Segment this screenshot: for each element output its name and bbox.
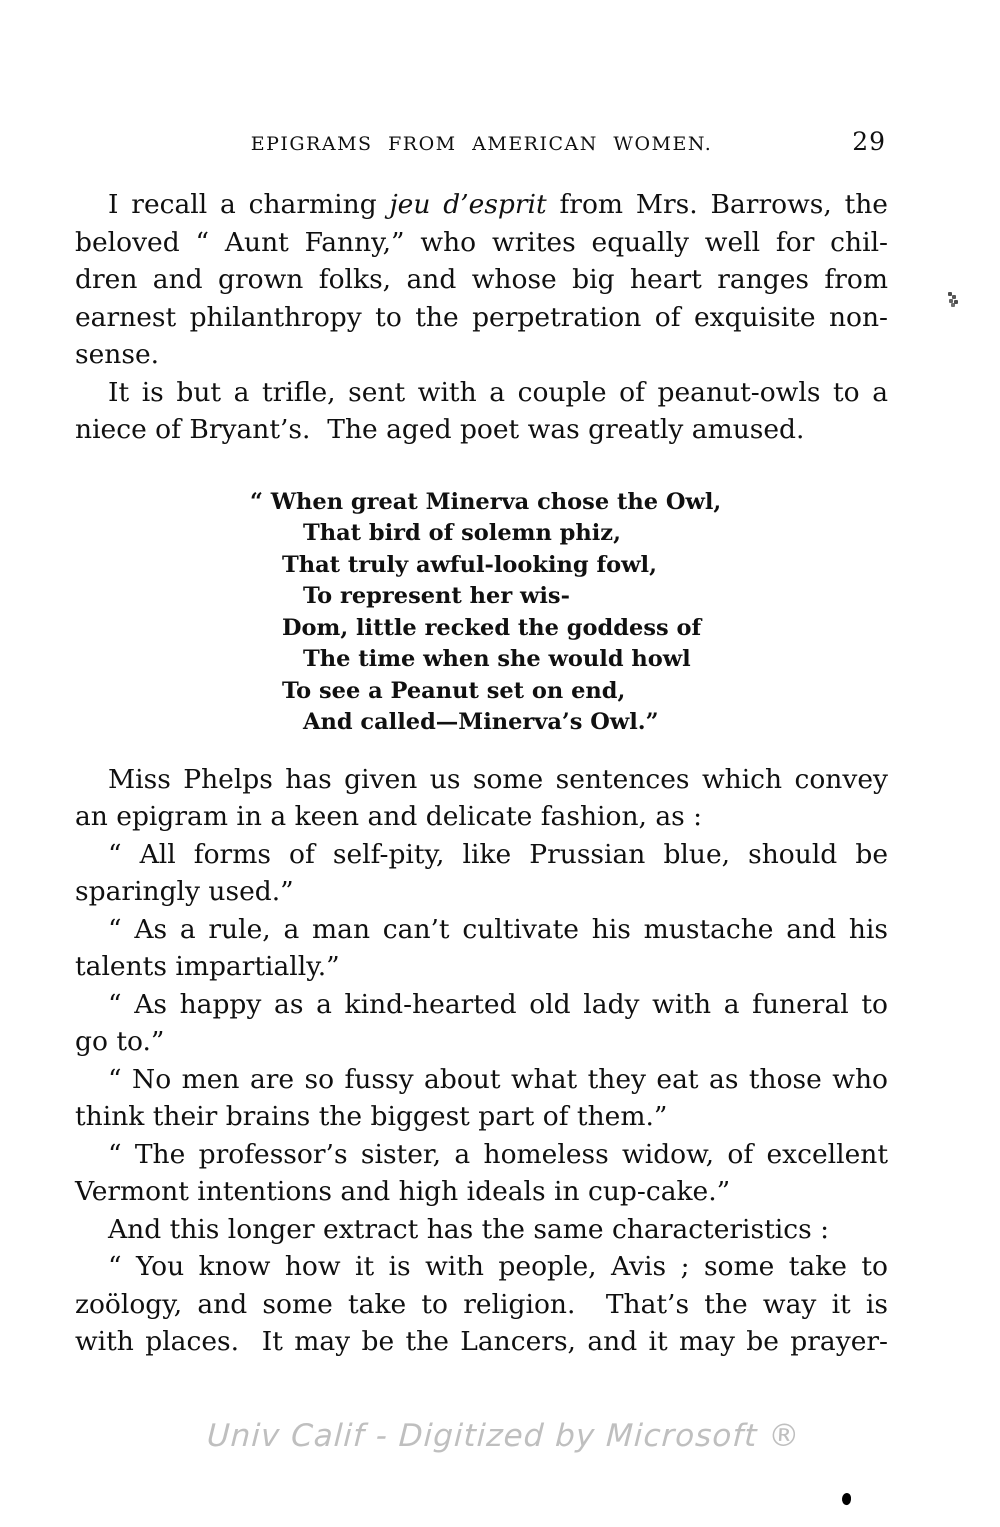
paragraph-8 — [75, 1136, 888, 1211]
poem-line: That truly awful-looking fowl, — [282, 551, 657, 578]
text-line: think their brains the biggest part of them.” — [75, 1101, 668, 1132]
poem-line: The time when she would howl — [303, 646, 691, 672]
poem-line: And called—Minerva’s Owl.” — [303, 709, 659, 735]
poem-line: To represent her wis- — [303, 583, 570, 609]
text-segment: from Mrs. Barrows, the — [546, 189, 888, 220]
text-line: an epigram in a keen and delicate fashion, as : — [75, 801, 703, 832]
ink-dot — [841, 1492, 852, 1505]
poem-line: That bird of solemn phiz, — [303, 520, 621, 546]
poem-line: Dom, little recked the goddess of — [282, 614, 702, 641]
text-line: “ All forms of self-pity, like Prussian blue, should be — [108, 838, 888, 870]
text-line: “ No men are so fussy about what they eat as those who — [108, 1063, 888, 1095]
paragraph-5 — [75, 911, 888, 986]
ink-speck — [948, 292, 952, 296]
text-line: zoölogy, and some take to religion. That’s the way it is — [75, 1288, 888, 1320]
paragraph-1 — [75, 186, 888, 374]
text-line — [75, 186, 888, 224]
text-line: beloved “ Aunt Fanny,” who writes equally well for chil- — [75, 226, 888, 258]
text-line: “ The professor’s sister, a homeless widow, of excellent — [108, 1138, 888, 1170]
text-line: Miss Phelps has given us some sentences which convey — [108, 763, 888, 795]
paragraph-3 — [75, 761, 888, 836]
paragraph-10 — [75, 1248, 888, 1361]
text-line: It is but a trifle, sent with a couple of peanut-owls to a — [108, 376, 888, 408]
paragraph-4 — [75, 836, 888, 911]
page-number: 29 — [852, 127, 886, 156]
text-line: “ As a rule, a man can’t cultivate his mustache and his — [108, 913, 888, 945]
text-line: “ As happy as a kind-hearted old lady with a funeral to — [108, 988, 888, 1020]
text-line: Vermont intentions and high ideals in cup-cake.” — [75, 1176, 731, 1207]
text-line: earnest philanthropy to the perpetration of exquisite non- — [75, 301, 888, 333]
page-body — [75, 186, 888, 1361]
text-line: dren and grown folks, and whose big heart ranges from — [75, 264, 888, 295]
italic-phrase: jeu d’esprit — [389, 189, 547, 220]
poem-line: “ When great Minerva chose the Owl, — [250, 488, 722, 515]
paragraph-6 — [75, 986, 888, 1061]
text-segment: I recall a charming — [108, 189, 390, 220]
page-header — [75, 127, 888, 163]
paragraph-9 — [75, 1211, 888, 1249]
text-line: “ You know how it is with people, Avis ; some take to — [108, 1251, 888, 1282]
poem-block — [250, 487, 888, 739]
paragraph-7 — [75, 1061, 888, 1136]
text-line: And this longer extract has the same characteristics : — [108, 1213, 830, 1245]
text-line: talents impartially.” — [75, 951, 340, 982]
paragraph-2 — [75, 374, 888, 449]
text-line: go to.” — [75, 1026, 165, 1057]
running-title: EPIGRAMS FROM AMERICAN WOMEN. — [250, 133, 713, 155]
text-line: niece of Bryant’s. The aged poet was greatly amused. — [75, 414, 805, 445]
text-line: with places. It may be the Lancers, and it may be prayer- — [75, 1326, 888, 1357]
poem-line: To see a Peanut set on end, — [282, 677, 626, 704]
text-line: sense. — [75, 339, 160, 370]
digitization-watermark: Univ Calif - Digitized by Microsoft ® — [206, 1418, 802, 1454]
text-line: sparingly used.” — [75, 876, 294, 907]
